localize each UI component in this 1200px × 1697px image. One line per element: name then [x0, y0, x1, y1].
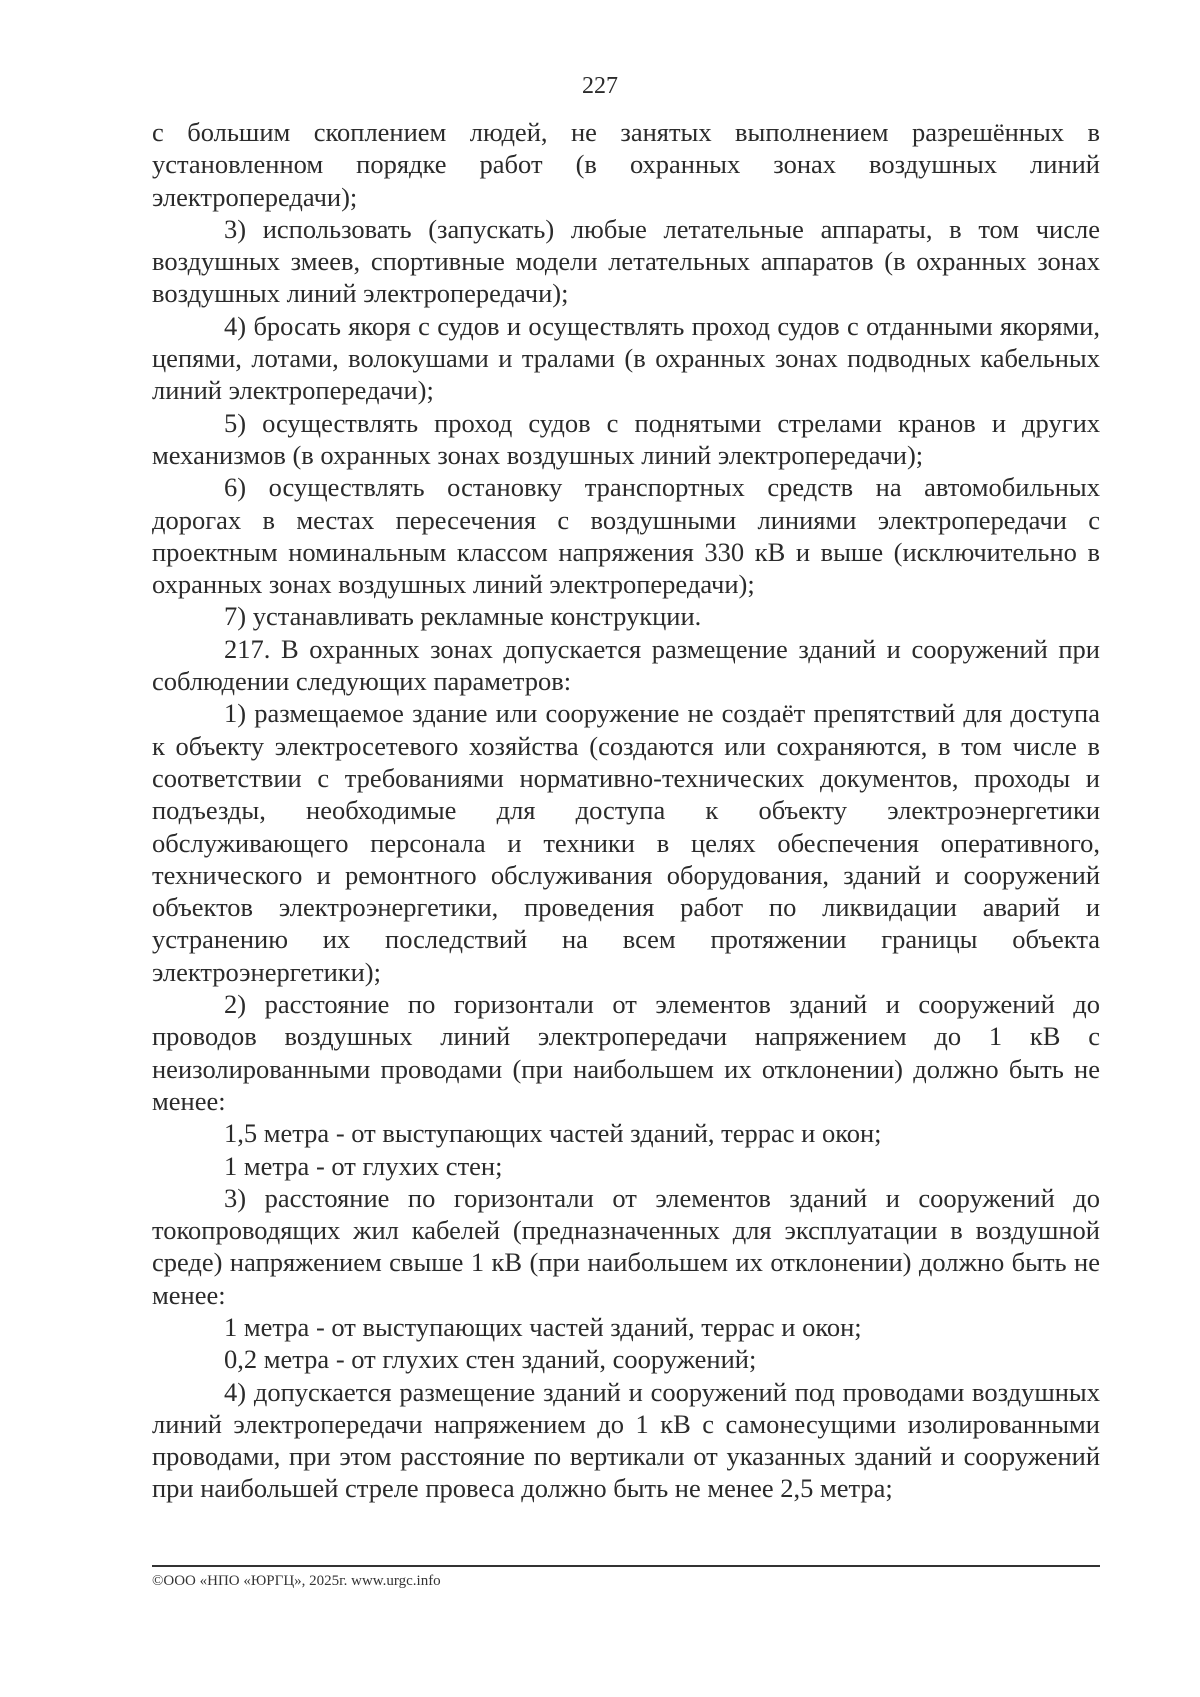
clause-217-item-2-distance-a: 1,5 метра - от выступающих частей зданий, террас и окон;	[224, 1118, 882, 1149]
clause-217-item-2-distance-b: 1 метра - от глухих стен;	[224, 1150, 503, 1181]
list-item-7: 7) устанавливать рекламные конструкции.	[224, 601, 702, 632]
list-item-5: 5) осуществлять проход судов с поднятыми стрелами кранов и других механизмов (в охранных зонах воздушных линий электропередачи);	[152, 407, 1100, 470]
list-item-6: 6) осуществлять остановку транспортных средств на автомобильных дорогах в местах пересечения с воздушными линиями электропередачи с проектным номинальным классом напряжения 330 кВ и выше (исключительно в охранных зонах воздушных линий электропередачи);	[152, 472, 1100, 600]
clause-217-item-2: 2) расстояние по горизонтали от элементов зданий и сооружений до проводов воздушных линий электропередачи напряжением до 1 кВ с неизолированными проводами (при наибольшем их отклонении) должно быть не менее:	[152, 989, 1100, 1116]
clause-217-item-3-distance-b: 0,2 метра - от глухих стен зданий, сооружений;	[224, 1344, 757, 1375]
clause-217-item-1: 1) размещаемое здание или сооружение не создаёт препятствий для доступа к объекту электросетевого хозяйства (создаются или сохраняются, в том числе в соответствии с требованиями нормативно-технических документов, проходы и подъезды, необходимые для доступа к объекту электроэнергетики обслуживающего персонала и техники в целях обеспечения оперативного, технического и ремонтного обслуживания оборудования, зданий и сооружений объектов электроэнергетики, проведения работ по ликвидации аварий и устранению их последствий на всем протяжении границы объекта электроэнергетики);	[152, 698, 1100, 987]
clause-217-item-3-distance-a: 1 метра - от выступающих частей зданий, террас и окон;	[224, 1311, 862, 1342]
document-body	[152, 116, 1100, 1505]
clause-217-item-4: 4) допускается размещение зданий и сооружений под проводами воздушных линий электропередачи напряжением до 1 кВ с самонесущими изолированными проводами, при этом расстояние по вертикали от указанных зданий и сооружений при наибольшей стреле провеса должно быть не менее 2,5 метра;	[152, 1376, 1100, 1504]
paragraph-continuation: с большим скоплением людей, не занятых выполнением разрешённых в установленном порядке работ (в охранных зонах воздушных линий электропередачи);	[152, 117, 1100, 212]
footer-copyright: ©ООО «НПО «ЮРГЦ», 2025г. www.urgc.info	[152, 1573, 441, 1589]
page-number: 227	[582, 73, 618, 99]
clause-217-item-3: 3) расстояние по горизонтали от элементов зданий и сооружений до токопроводящих жил кабелей (предназначенных для эксплуатации в воздушной среде) напряжением свыше 1 кВ (при наибольшем их отклонении) должно быть не менее:	[152, 1182, 1100, 1310]
footer-divider	[152, 1565, 1100, 1567]
clause-217: 217. В охранных зонах допускается размещение зданий и сооружений при соблюдении следующих параметров:	[152, 633, 1100, 697]
list-item-3: 3) использовать (запускать) любые летательные аппараты, в том числе воздушных змеев, спортивные модели летательных аппаратов (в охранных зонах воздушных линий электропередачи);	[152, 213, 1100, 309]
list-item-4: 4) бросать якоря с судов и осуществлять проход судов с отданными якорями, цепями, лотами, волокушами и тралами (в охранных зонах подводных кабельных линий электропередачи);	[152, 310, 1100, 406]
